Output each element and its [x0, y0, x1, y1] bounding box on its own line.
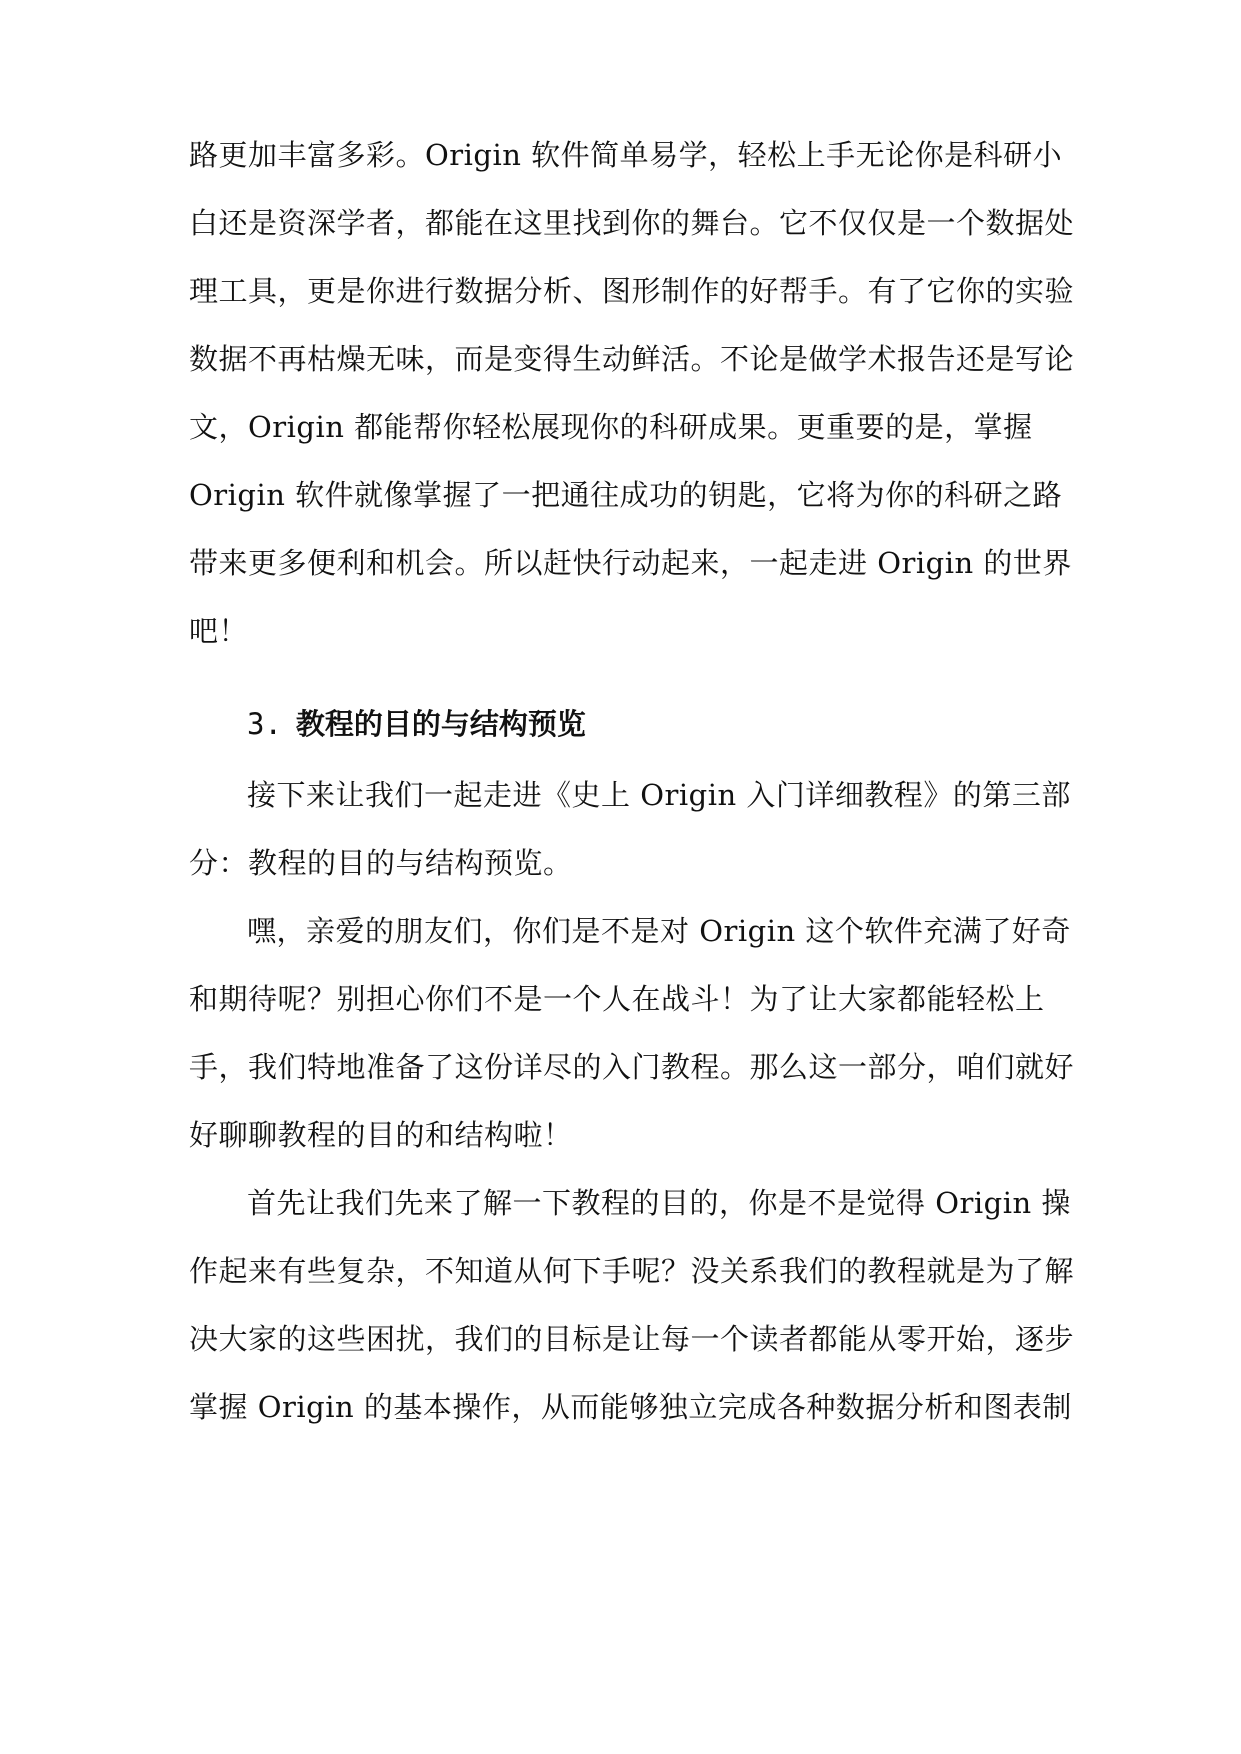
text-line: 手，我们特地准备了这份详尽的入门教程。那么这一部分，咱们就好 [189, 1050, 1075, 1084]
text-line: 作起来有些复杂，不知道从何下手呢？没关系我们的教程就是为了解 [189, 1254, 1075, 1288]
text-line: 嘿，亲爱的朋友们，你们是不是对 Origin 这个软件充满了好奇 [247, 914, 1071, 948]
text-line: 文，Origin 都能帮你轻松展现你的科研成果。更重要的是，掌握 [189, 410, 1033, 444]
text-line: 掌握 Origin 的基本操作，从而能够独立完成各种数据分析和图表制 [189, 1390, 1072, 1424]
text-line: 白还是资深学者，都能在这里找到你的舞台。它不仅仅是一个数据处 [189, 206, 1075, 240]
text-line: 分：教程的目的与结构预览。 [189, 846, 573, 880]
section-number: 3. [247, 707, 282, 741]
text-line: 数据不再枯燥无味，而是变得生动鲜活。不论是做学术报告还是写论 [189, 342, 1075, 376]
text-line: 理工具，更是你进行数据分析、图形制作的好帮手。有了它你的实验 [189, 274, 1075, 308]
text-line: 好聊聊教程的目的和结构啦！ [189, 1118, 573, 1152]
text-line: 决大家的这些困扰，我们的目标是让每一个读者都能从零开始，逐步 [189, 1322, 1075, 1356]
text-line: 吧！ [189, 614, 249, 648]
section-heading [247, 704, 586, 744]
text-line: 和期待呢？别担心你们不是一个人在战斗！为了让大家都能轻松上 [189, 982, 1045, 1016]
text-line: 带来更多便利和机会。所以赶快行动起来，一起走进 Origin 的世界 [189, 546, 1072, 580]
text-line: 首先让我们先来了解一下教程的目的，你是不是觉得 Origin 操 [247, 1186, 1071, 1220]
text-line: Origin 软件就像掌握了一把通往成功的钥匙，它将为你的科研之路 [189, 478, 1063, 512]
section-title: 教程的目的与结构预览 [295, 707, 586, 741]
text-line: 路更加丰富多彩。Origin 软件简单易学，轻松上手无论你是科研小 [189, 138, 1063, 172]
text-line: 接下来让我们一起走进《史上 Origin 入门详细教程》的第三部 [247, 778, 1071, 812]
